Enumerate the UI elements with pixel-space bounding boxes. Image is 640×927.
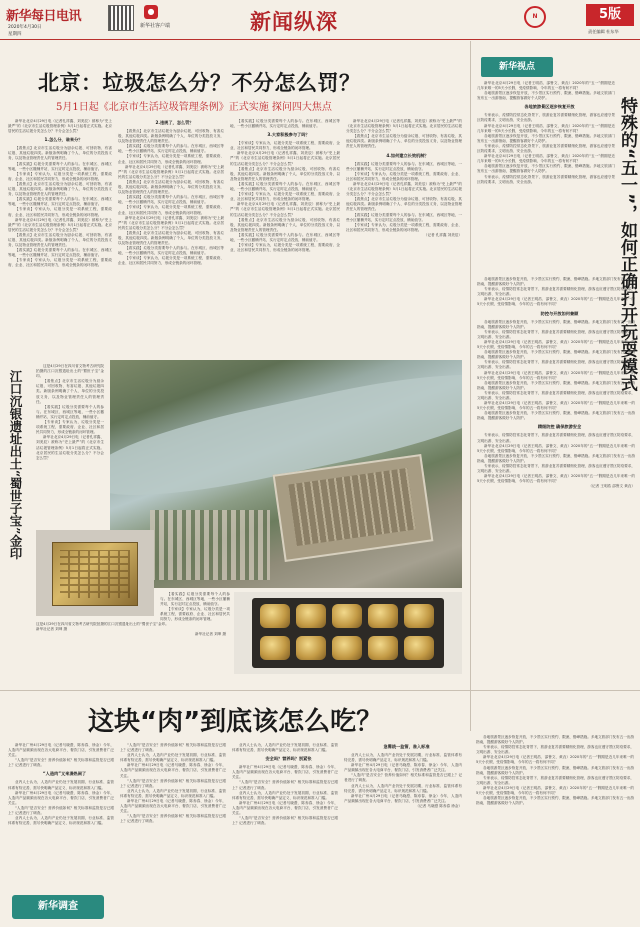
column-title: 新闻纵深 bbox=[250, 9, 338, 34]
right-byline: （记者 王明浩 邵鲁文 黄垚） bbox=[588, 484, 635, 489]
featured-paragraph: 【专家谈】专家认为，垃圾分类是一项系统工程，需要政府、企业、社区和居民共同努力，形成全链条的闭环管理。 bbox=[36, 420, 104, 435]
lead-paragraph: 【看焦点】北京市生活垃圾分为厨余垃圾、可回收物、有害垃圾、其他垃圾四类。新版条例明确了个人、单位的分类投放义务，以及物业管理责任人的管理责任。 bbox=[8, 232, 112, 248]
bottom-paragraph: 业内人士认为，人造肉产业仍处于发展初期，行业标准、监管体系有待完善，需尽快明确产品定义、标识规范和准入门槛。 bbox=[344, 753, 462, 763]
lead-column-3 bbox=[230, 119, 340, 385]
right-paragraph: 各地旅游景区逐步恢复开放，不少景区实行预约、限流、错峰措施。多地文旅部门发布五一出游指南，提醒游客做好个人防护。 bbox=[477, 277, 635, 287]
bottom-paragraph: 专家表示，疫情防控常态化背景下，旅游业复苏需要精细化管理，游客也应遵守景区防疫要求，文明出游、安全出游。 bbox=[476, 775, 634, 785]
lead-paragraph: 【看实践】垃圾分类需要每个人的参与。在东城区、西城区等地，一些小区撤桶并站，实行定时定点投放，桶前值守。 bbox=[118, 144, 224, 154]
lead-paragraph: 【专家谈】专家认为，垃圾分类是一项系统工程，需要政府、企业、社区和居民共同努力，形成全链条的闭环管理。 bbox=[118, 205, 224, 215]
section-heading: 4.如何建立长效机制？ bbox=[386, 152, 429, 158]
lead-paragraph: 【看焦点】北京市生活垃圾分为厨余垃圾、可回收物、有害垃圾、其他垃圾四类。新版条例明确了个人、单位的分类投放义务，以及物业管理责任人的管理责任。 bbox=[118, 179, 224, 195]
lead-column-4 bbox=[346, 119, 462, 385]
xinhua-logo-icon: N bbox=[524, 6, 546, 28]
bottom-paragraph: “人造肉”是否安全？营养价值如何？相关标准和监管是否已跟上？记者进行了调查。 bbox=[232, 816, 338, 826]
featured-vertical-title: 江口沉银遗址出土“蜀世子宝”金印 bbox=[8, 370, 23, 560]
bottom-column-3 bbox=[232, 743, 338, 923]
bottom-paragraph: 业内人士认为，人造肉产业仍处于发展初期，行业标准、监管体系有待完善，需尽快明确产品定义、标识规范和准入门槛。 bbox=[8, 816, 114, 826]
page-number: 5版 bbox=[586, 4, 634, 26]
gold-ingot bbox=[332, 636, 362, 660]
bottom-headline: 这块“肉”到底该怎么吃？ bbox=[88, 707, 383, 737]
right-paragraph: 新华社北京4月29日电（记者王明浩、邵鲁文、黄垚）2020年的“五一”假期是近几年来唯一的5天小长假，受疫情影响，今年的五一将有何不同？ bbox=[477, 339, 635, 350]
bottom-paragraph: 新华社广州4月29日电（记者马晓澄、陈寿春、徐金）今年，人造肉产品频频出现在各大电商平台、餐饮门店，引发消费者广泛关注。 bbox=[344, 793, 462, 803]
bottom-paragraph: “人造肉”是否安全？营养价值如何？相关标准和监管是否已跟上？记者进行了调查。 bbox=[8, 758, 114, 768]
right-subhead-1: 各地旅游景区逐步恢复开放 bbox=[524, 104, 575, 110]
right-subhead-2: 防控与开放如何兼顾 bbox=[540, 310, 579, 316]
lead-paragraph: 【看实践】垃圾分类需要每个人的参与。在东城区、西城区等地，一些小区撤桶并站，实行定时定点投放，桶前值守。 bbox=[118, 195, 224, 205]
lead-paragraph: 【专家谈】专家认为，垃圾分类是一项系统工程，需要政府、企业、社区和居民共同努力，形成全链条的闭环管理。 bbox=[230, 141, 340, 151]
section-heading: 1.怎么分，谁来分？ bbox=[44, 137, 83, 143]
lead-paragraph: 【看实践】垃圾分类需要每个人的参与。在东城区、西城区等地，一些小区撤桶并站，实行定时定点投放，桶前值守。 bbox=[118, 246, 224, 256]
right-paragraph: 专家表示，疫情防控常态化背景下，旅游业复苏需要精细化管理，游客也应遵守景区防疫要求，文明出游、安全出游。 bbox=[477, 360, 635, 370]
right-paragraph: 新华社北京4月29日电（记者王明浩、邵鲁文、黄垚）2020年的“五一”假期是近几年来唯一的5天小长假，受疫情影响，今年的五一将有何不同？ bbox=[477, 370, 635, 380]
qr-code-icon bbox=[108, 5, 134, 31]
bottom-paragraph: 新华社广州4月29日电（记者马晓澄、陈寿春、徐金）今年，人造肉产品频频出现在各大电商平台、餐饮门店，引发消费者广泛关注。 bbox=[8, 790, 114, 805]
right-paragraph: 新华社北京4月29日电（记者王明浩、邵鲁文、黄垚）2020年的“五一”假期是近几年来唯一的5天小长假，受疫情影响，今年的五一将有何不同？ bbox=[477, 123, 615, 133]
bottom-paragraph: 各地旅游景区逐步恢复开放，不少景区实行预约、限流、错峰措施。多地文旅部门发布五一出游指南，提醒游客做好个人防护。 bbox=[476, 765, 634, 775]
right-paragraph: 专家表示，疫情防控常态化背景下，旅游业复苏需要精细化管理，游客也应遵守景区防疫要求，文明出游、安全出游。 bbox=[477, 329, 635, 339]
lead-paragraph: 【看焦点】北京市生活垃圾分为厨余垃圾、可回收物、有害垃圾、其他垃圾四类。新版条例明确了个人、单位的分类投放义务，以及物业管理责任人的管理责任。 bbox=[118, 230, 224, 246]
town-buildings bbox=[150, 510, 270, 580]
lead-paragraph: 【看焦点】北京市生活垃圾分为厨余垃圾、可回收物、有害垃圾、其他垃圾四类。新版条例明确了个人、单位的分类投放义务，以及物业管理责任人的管理责任。 bbox=[346, 134, 462, 149]
bottom-byline: （记者 马晓澄 陈寿春 徐金） bbox=[415, 803, 462, 808]
issue-weekday: 星期四 bbox=[8, 32, 22, 37]
xinhua-diaocha-logo bbox=[12, 895, 104, 919]
paper-name: 新华每日电讯 bbox=[6, 9, 82, 24]
featured-paragraph: 这是4月29日在四川省文物考古研究院拍摄的江口沉银遗址出土的“蜀世子宝”金印。 bbox=[36, 364, 104, 379]
website-label: 新华社客户端 bbox=[140, 23, 171, 29]
bottom-paragraph: 新华社广州4月29日电（记者马晓澄、陈寿春、徐金）今年，人造肉产品频频出现在各大电商平台、餐饮门店，引发消费者广泛关注。 bbox=[8, 743, 114, 758]
gold-ingot bbox=[368, 604, 398, 628]
lead-paragraph: 【看实践】垃圾分类需要每个人的参与。在东城区、西城区等地，一些小区撤桶并站，实行定时定点投放，桶前值守。 bbox=[230, 232, 340, 242]
right-paragraph: 专家表示，疫情防控常态化背景下，旅游业复苏需要精细化管理，游客也应遵守景区防疫要求，文明出游、安全出游。 bbox=[477, 143, 615, 154]
right-paragraph: 新华社北京4月29日电（记者王明浩、邵鲁文、黄垚）2020年的“五一”假期是近几年来唯一的5天小长假，受疫情影响，今年的五一将有何不同？ bbox=[477, 401, 635, 411]
right-paragraph: 新华社北京4月29日电（记者王明浩、邵鲁文、黄垚）2020年的“五一”假期是近几年来唯一的5天小长假，受疫情影响，今年的五一将有何不同？ bbox=[477, 81, 615, 91]
bottom-paragraph: “人造肉”是否安全？营养价值如何？相关标准和监管是否已跟上？记者进行了调查。 bbox=[120, 778, 226, 788]
lead-paragraph: 新华社北京4月29日电（记者孔祥鑫、刘美辰）被称为“史上最严”的《北京市生活垃圾管理条例》5月1日起将正式实施。北京居民的生活垃圾分类怎么分？不分会怎么罚？ bbox=[118, 215, 224, 230]
aerial-excavation-photo bbox=[110, 360, 462, 588]
gold-ingot bbox=[332, 604, 362, 628]
bottom-paragraph: 新华社广州4月29日电（记者马晓澄、陈寿春、徐金）今年，人造肉产品频频出现在各大电商平台、餐饮门店，引发消费者广泛关注。 bbox=[120, 799, 226, 814]
lead-paragraph: 【看实践】垃圾分类需要每个人的参与。在东城区、西城区等地，一些小区撤桶并站，实行定时定点投放，桶前值守。 bbox=[8, 161, 112, 171]
app-logo-icon: ● bbox=[144, 5, 158, 19]
lead-paragraph: 【看实践】垃圾分类需要每个人的参与。在东城区、西城区等地，一些小区撤桶并站，实行定时定点投放，桶前值守。 bbox=[346, 212, 462, 222]
featured-text-mid bbox=[160, 592, 230, 676]
logo-label: 新华视点 bbox=[498, 62, 535, 72]
caption-line-2: 新华社记者 刘坤 摄 bbox=[36, 627, 68, 632]
lead-paragraph: 【看焦点】北京市生活垃圾分为厨余垃圾、可回收物、有害垃圾、其他垃圾四类。新版条例明确了个人、单位的分类投放义务，以及物业管理责任人的管理责任。 bbox=[8, 181, 112, 197]
bottom-subhead-2: 安全吗？营养吗？别紧张 bbox=[265, 756, 312, 762]
right-paragraph: 各地旅游景区逐步恢复开放，不少景区实行预约、限流、错峰措施。多地文旅部门发布五一出游指南，提醒游客做好个人防护。 bbox=[477, 411, 635, 421]
lead-column-1 bbox=[8, 119, 112, 385]
lead-paragraph: 新华社北京4月29日电（记者孔祥鑫、刘美辰）被称为“史上最严”的《北京市生活垃圾管理条例》5月1日起将正式实施。北京居民的生活垃圾分类怎么分？不分会怎么罚？ bbox=[8, 217, 112, 232]
bottom-paragraph: 专家表示，疫情防控常态化背景下，旅游业复苏需要精细化管理，游客也应遵守景区防疫要求，文明出游、安全出游。 bbox=[476, 745, 634, 755]
issue-date: 2020年4月30日 bbox=[8, 25, 42, 30]
bottom-paragraph: 业内人士认为，人造肉产业仍处于发展初期，行业标准、监管体系有待完善，需尽快明确产品定义、标识规范和准入门槛。 bbox=[344, 783, 462, 793]
right-paragraph: 新华社北京4月29日电（记者王明浩、邵鲁文、黄垚）2020年的“五一”假期是近几年来唯一的5天小长假，受疫情影响，今年的五一将有何不同？ bbox=[477, 154, 615, 164]
featured-paragraph: 【看实践】垃圾分类需要每个人的参与。在东城区、西城区等地，一些小区撤桶并站，实行定时定点投放，桶前值守。 bbox=[36, 404, 104, 419]
bottom-paragraph: 各地旅游景区逐步恢复开放，不少景区实行预约、限流、错峰措施。多地文旅部门发布五一出游指南，提醒游客做好个人防护。 bbox=[476, 796, 634, 806]
right-paragraph: 专家表示，疫情防控常态化背景下，旅游业复苏需要精细化管理，游客也应遵守景区防疫要求，文明出游、安全出游。 bbox=[477, 287, 635, 297]
lead-paragraph: 新华社北京4月29日电（记者孔祥鑫、刘美辰）被称为“史上最严”的《北京市生活垃圾管理条例》5月1日起将正式实施。北京居民的生活垃圾分类怎么分？不分会怎么罚？ bbox=[346, 181, 462, 197]
right-paragraph: 新华社北京4月29日电（记者王明浩、邵鲁文、黄垚）2020年的“五一”假期是近几年来唯一的5天小长假，受疫情影响，今年的五一将有何不同？ bbox=[477, 474, 635, 484]
right-paragraph: 各地旅游景区逐步恢复开放，不少景区实行预约、限流、错峰措施。多地文旅部门发布五一出游指南，提醒游客做好个人防护。 bbox=[477, 319, 635, 329]
bottom-paragraph: 各地旅游景区逐步恢复开放，不少景区实行预约、限流、错峰措施。多地文旅部门发布五一出游指南，提醒游客做好个人防护。 bbox=[476, 735, 634, 745]
logo-label: 新华调查 bbox=[38, 901, 78, 912]
right-text-main bbox=[477, 277, 635, 725]
gold-ingot bbox=[260, 604, 290, 628]
right-vertical-title: 特殊的“五一”，如何正确打开玩耍模式 bbox=[617, 97, 637, 392]
bottom-column-4 bbox=[344, 743, 462, 923]
right-paragraph: 各地旅游景区逐步恢复开放，不少景区实行预约、限流、错峰措施。多地文旅部门发布五一出游指南，提醒游客做好个人防护。 bbox=[477, 91, 615, 101]
seal-pattern bbox=[60, 550, 130, 598]
right-paragraph: 各地旅游景区逐步恢复开放，不少景区实行预约、限流、错峰措施。多地文旅部门发布五一出游指南，提醒游客做好个人防护。 bbox=[477, 350, 635, 360]
right-paragraph: 专家表示，疫情防控常态化背景下，旅游业复苏需要精细化管理，游客也应遵守景区防疫要求，文明出游、安全出游。 bbox=[477, 174, 615, 184]
lead-paragraph: 【看实践】垃圾分类需要每个人的参与。在东城区、西城区等地，一些小区撤桶并站，实行定时定点投放，桶前值守。 bbox=[8, 248, 112, 258]
right-paragraph: 各地旅游景区逐步恢复开放，不少景区实行预约、限流、错峰措施。多地文旅部门发布五一出游指南，提醒游客做好个人防护。 bbox=[477, 380, 635, 390]
lead-paragraph: 新华社北京4月29日电（记者孔祥鑫、刘美辰）被称为“史上最严”的《北京市生活垃圾管理条例》5月1日起将正式实施。北京居民的生活垃圾分类怎么分？不分会怎么罚？ bbox=[230, 202, 340, 217]
lead-paragraph: 【看实践】垃圾分类需要每个人的参与。在东城区、西城区等地，一些小区撤桶并站，实行定时定点投放，桶前值守。 bbox=[8, 197, 112, 207]
featured-paragraph: 【看实践】垃圾分类需要每个人的参与。在东城区、西城区等地，一些小区撤桶并站，实行定时定点投放，桶前值守。 bbox=[160, 592, 230, 607]
bottom-paragraph: “人造肉”是否安全？营养价值如何？相关标准和监管是否已跟上？记者进行了调查。 bbox=[120, 814, 226, 824]
section-heading: 3.大家积极参与了吗？ bbox=[267, 132, 310, 138]
lead-paragraph: 【专家谈】专家认为，垃圾分类是一项系统工程，需要政府、企业、社区和居民共同努力，形成全链条的闭环管理。 bbox=[8, 171, 112, 181]
lead-paragraph: 【专家谈】专家认为，垃圾分类是一项系统工程，需要政府、企业、社区和居民共同努力，形成全链条的闭环管理。 bbox=[118, 256, 224, 266]
section-heading: 2.违规了，怎么罚？ bbox=[155, 120, 194, 125]
bottom-paragraph: 新华社广州4月29日电（记者马晓澄、陈寿春、徐金）今年，人造肉产品频频出现在各大电商平台、餐饮门店，引发消费者广泛关注。 bbox=[344, 763, 462, 773]
lead-paragraph: 【专家谈】专家认为，垃圾分类是一项系统工程，需要政府、企业、社区和居民共同努力，形成全链条的闭环管理。 bbox=[346, 222, 462, 232]
featured-paragraph: 新华社北京4月29日电（记者孔祥鑫、刘美辰）被称为“史上最严”的《北京市生活垃圾管理条例》5月1日起将正式实施。北京居民的生活垃圾分类怎么分？不分会怎么罚？ bbox=[36, 435, 104, 460]
gold-ingot bbox=[296, 636, 326, 660]
right-text-top bbox=[477, 81, 615, 271]
gold-ingot bbox=[260, 636, 290, 660]
gold-ingot bbox=[368, 636, 398, 660]
right-paragraph: 各地旅游景区逐步恢复开放，不少景区实行预约、限流、错峰措施。多地文旅部门发布五一出游指南，提醒游客做好个人防护。 bbox=[477, 164, 615, 174]
right-paragraph: 专家表示，疫情防控常态化背景下，旅游业复苏需要精细化管理，游客也应遵守景区防疫要求，文明出游、安全出游。 bbox=[477, 433, 635, 443]
featured-paragraph: 【看焦点】北京市生活垃圾分为厨余垃圾、可回收物、有害垃圾、其他垃圾四类。新版条例明确了个人、单位的分类投放义务，以及物业管理责任人的管理责任。 bbox=[36, 379, 104, 404]
right-paragraph: 专家表示，疫情防控常态化背景下，旅游业复苏需要精细化管理，游客也应遵守景区防疫要求，文明出游、安全出游。 bbox=[477, 113, 615, 123]
masthead bbox=[0, 0, 640, 40]
editor-line: 责任编辑 杜东华 bbox=[588, 29, 619, 34]
lead-paragraph: 【专家谈】专家认为，垃圾分类是一项系统工程，需要政府、企业、社区和居民共同努力，形成全链条的闭环管理。 bbox=[230, 243, 340, 253]
bottom-paragraph: “人造肉”是否安全？营养价值如何？相关标准和监管是否已跟上？记者进行了调查。 bbox=[120, 743, 226, 753]
xinhua-shidian-logo bbox=[481, 57, 553, 77]
gold-seal-photo bbox=[36, 530, 154, 616]
lead-paragraph: 【看实践】垃圾分类需要每个人的参与。在东城区、西城区等地，一些小区撤桶并站，实行定时定点投放，桶前值守。 bbox=[346, 161, 462, 171]
lead-paragraph: 【看焦点】北京市生活垃圾分为厨余垃圾、可回收物、有害垃圾、其他垃圾四类。新版条例明确了个人、单位的分类投放义务，以及物业管理责任人的管理责任。 bbox=[230, 217, 340, 232]
lead-headline: 北京：垃圾怎么分？不分怎么罚？ bbox=[38, 71, 361, 95]
lead-paragraph: 【专家谈】专家认为，垃圾分类是一项系统工程，需要政府、企业、社区和居民共同努力，形成全链条的闭环管理。 bbox=[346, 171, 462, 181]
bottom-column-2 bbox=[120, 743, 226, 923]
bottom-paragraph: 业内人士认为，人造肉产业仍处于发展初期，行业标准、监管体系有待完善，需尽快明确产品定义、标识规范和准入门槛。 bbox=[232, 790, 338, 800]
lead-paragraph: 【看实践】垃圾分类需要每个人的参与。在东城区、西城区等地，一些小区撤桶并站，实行定时定点投放，桶前值守。 bbox=[230, 181, 340, 192]
right-paragraph: 各地旅游景区逐步恢复开放，不少景区实行预约、限流、错峰措施。多地文旅部门发布五一出游指南，提醒游客做好个人防护。 bbox=[477, 133, 615, 143]
photo-credit: 新华社记者 刘坤 摄 bbox=[194, 632, 226, 637]
bottom-story bbox=[0, 690, 640, 927]
bottom-paragraph: “人造肉”是否安全？营养价值如何？相关标准和监管是否已跟上？记者进行了调查。 bbox=[232, 780, 338, 790]
bottom-paragraph: “人造肉”是否安全？营养价值如何？相关标准和监管是否已跟上？记者进行了调查。 bbox=[8, 805, 114, 816]
lead-paragraph: 新华社北京4月29日电（记者孔祥鑫、刘美辰）被称为“史上最严”的《北京市生活垃圾管理条例》5月1日起将正式实施。北京居民的生活垃圾分类怎么分？不分会怎么罚？ bbox=[8, 119, 112, 134]
lead-paragraph: 【专家谈】专家认为，垃圾分类是一项系统工程，需要政府、企业、社区和居民共同努力，形成全链条的闭环管理。 bbox=[8, 258, 112, 268]
lead-paragraph: 新华社北京4月29日电（记者孔祥鑫、刘美辰）被称为“史上最严”的《北京市生活垃圾管理条例》5月1日起将正式实施。北京居民的生活垃圾分类怎么分？不分会怎么罚？ bbox=[118, 164, 224, 179]
bottom-column-5 bbox=[476, 735, 634, 923]
bottom-paragraph: 新华社广州4月29日电（记者马晓澄、陈寿春、徐金）今年，人造肉产品频频出现在各大电商平台、餐饮门店，引发消费者广泛关注。 bbox=[232, 765, 338, 780]
lead-paragraph: 【看焦点】北京市生活垃圾分为厨余垃圾、可回收物、有害垃圾、其他垃圾四类。新版条例明确了个人、单位的分类投放义务，以及物业管理责任人的管理责任。 bbox=[346, 197, 462, 212]
right-paragraph: 新华社北京4月29日电（记者王明浩、邵鲁文、黄垚）2020年的“五一”假期是近几年来唯一的5天小长假，受疫情影响，今年的五一将有何不同？ bbox=[477, 443, 635, 453]
featured-paragraph: 【专家谈】专家认为，垃圾分类是一项系统工程，需要政府、企业、社区和居民共同努力，形成全链条的闭环管理。 bbox=[160, 607, 230, 622]
bottom-paragraph: 新华社北京4月29日电（记者王明浩、邵鲁文、黄垚）2020年的“五一”假期是近几年来唯一的5天小长假，受疫情影响，今年的五一将有何不同？ bbox=[476, 755, 634, 765]
bottom-paragraph: 新华社广州4月29日电（记者马晓澄、陈寿春、徐金）今年，人造肉产品频频出现在各大电商平台、餐饮门店，引发消费者广泛关注。 bbox=[232, 800, 338, 816]
featured-text-upper bbox=[36, 364, 104, 524]
lead-byline: （记者 孔祥鑫 刘美辰） bbox=[423, 232, 462, 237]
gold-ingots-photo bbox=[234, 592, 462, 674]
lead-paragraph: 新华社北京4月29日电（记者孔祥鑫、刘美辰）被称为“史上最严”的《北京市生活垃圾管理条例》5月1日起将正式实施。北京居民的生活垃圾分类怎么分？不分会怎么罚？ bbox=[346, 119, 462, 134]
gold-ingot bbox=[296, 604, 326, 628]
bottom-paragraph: 业内人士认为，人造肉产业仍处于发展初期，行业标准、监管体系有待完善，需尽快明确产品定义、标识规范和准入门槛。 bbox=[8, 780, 114, 790]
right-paragraph: 新华社北京4月29日电（记者王明浩、邵鲁文、黄垚）2020年的“五一”假期是近几年来唯一的5天小长假，受疫情影响，今年的五一将有何不同？ bbox=[477, 297, 635, 307]
bottom-subhead-1: “人造肉”又来湊热闹了 bbox=[42, 771, 87, 777]
lead-paragraph: 【专家谈】专家认为，垃圾分类是一项系统工程，需要政府、企业、社区和居民共同努力，形成全链条的闭环管理。 bbox=[8, 207, 112, 217]
featured-story bbox=[0, 350, 467, 686]
bottom-paragraph: 新华社北京4月29日电（记者王明浩、邵鲁文、黄垚）2020年的“五一”假期是近几年来唯一的5天小长假，受疫情影响，今年的五一将有何不同？ bbox=[476, 785, 634, 796]
lead-subheadline: 5月1日起《北京市生活垃圾管理条例》正式实施 探问四大焦点 bbox=[56, 102, 332, 113]
bottom-paragraph: 业内人士认为，人造肉产业仍处于发展初期，行业标准、监管体系有待完善，需尽快明确产品定义、标识规范和准入门槛。 bbox=[232, 743, 338, 753]
bottom-subhead-3: 急需统一监管，准入标准 bbox=[383, 744, 430, 749]
right-column bbox=[470, 41, 640, 731]
bottom-column-1 bbox=[8, 743, 114, 891]
lead-paragraph: 新华社北京4月29日电（记者孔祥鑫、刘美辰）被称为“史上最严”的《北京市生活垃圾管理条例》5月1日起将正式实施。北京居民的生活垃圾分类怎么分？不分会怎么罚？ bbox=[230, 151, 340, 166]
lead-story bbox=[0, 41, 467, 391]
right-subhead-3: 精细防控 确保旅游安全 bbox=[537, 424, 582, 430]
lead-paragraph: 【看实践】垃圾分类需要每个人的参与。在东城区、西城区等地，一些小区撤桶并站，实行定时定点投放，桶前值守。 bbox=[230, 119, 340, 129]
caption-line-1: 这是4月29日在四川省文物考古研究院拍摄的江口沉银遗址出土的“蜀世子宝”金印。 bbox=[36, 622, 169, 626]
bottom-paragraph: “人造肉”是否安全？营养价值如何？相关标准和监管是否已跟上？记者进行了调查。 bbox=[344, 773, 462, 783]
bottom-paragraph: 业内人士认为，人造肉产业仍处于发展初期，行业标准、监管体系有待完善，需尽快明确产品定义、标识规范和准入门槛。 bbox=[120, 753, 226, 763]
bottom-paragraph: 业内人士认为，人造肉产业仍处于发展初期，行业标准、监管体系有待完善，需尽快明确产品定义、标识规范和准入门槛。 bbox=[120, 788, 226, 798]
right-paragraph: 专家表示，疫情防控常态化背景下，旅游业复苏需要精细化管理，游客也应遵守景区防疫要求，文明出游、安全出游。 bbox=[477, 464, 635, 474]
lead-paragraph: 【专家谈】专家认为，垃圾分类是一项系统工程，需要政府、企业、社区和居民共同努力，形成全链条的闭环管理。 bbox=[230, 192, 340, 202]
right-paragraph: 各地旅游景区逐步恢复开放，不少景区实行预约、限流、错峰措施。多地文旅部门发布五一出游指南，提醒游客做好个人防护。 bbox=[477, 453, 635, 463]
bottom-paragraph: 新华社广州4月29日电（记者马晓澄、陈寿春、徐金）今年，人造肉产品频频出现在各大电商平台、餐饮门店，引发消费者广泛关注。 bbox=[120, 763, 226, 778]
gold-ingot bbox=[404, 604, 434, 628]
lead-paragraph: 【看焦点】北京市生活垃圾分为厨余垃圾、可回收物、有害垃圾、其他垃圾四类。新版条例明确了个人、单位的分类投放义务，以及物业管理责任人的管理责任。 bbox=[8, 146, 112, 161]
right-paragraph: 专家表示，疫情防控常态化背景下，旅游业复苏需要精细化管理，游客也应遵守景区防疫要求，文明出游、安全出游。 bbox=[477, 390, 635, 400]
lead-paragraph: 【看焦点】北京市生活垃圾分为厨余垃圾、可回收物、有害垃圾、其他垃圾四类。新版条例明确了个人、单位的分类投放义务，以及物业管理责任人的管理责任。 bbox=[230, 166, 340, 181]
lead-paragraph: 【专家谈】专家认为，垃圾分类是一项系统工程，需要政府、企业、社区和居民共同努力，形成全链条的闭环管理。 bbox=[118, 154, 224, 164]
lead-column-2 bbox=[118, 119, 224, 385]
lead-paragraph: 【看焦点】北京市生活垃圾分为厨余垃圾、可回收物、有害垃圾、其他垃圾四类。新版条例明确了个人、单位的分类投放义务，以及物业管理责任人的管理责任。 bbox=[118, 129, 224, 144]
gold-ingot bbox=[404, 636, 434, 660]
